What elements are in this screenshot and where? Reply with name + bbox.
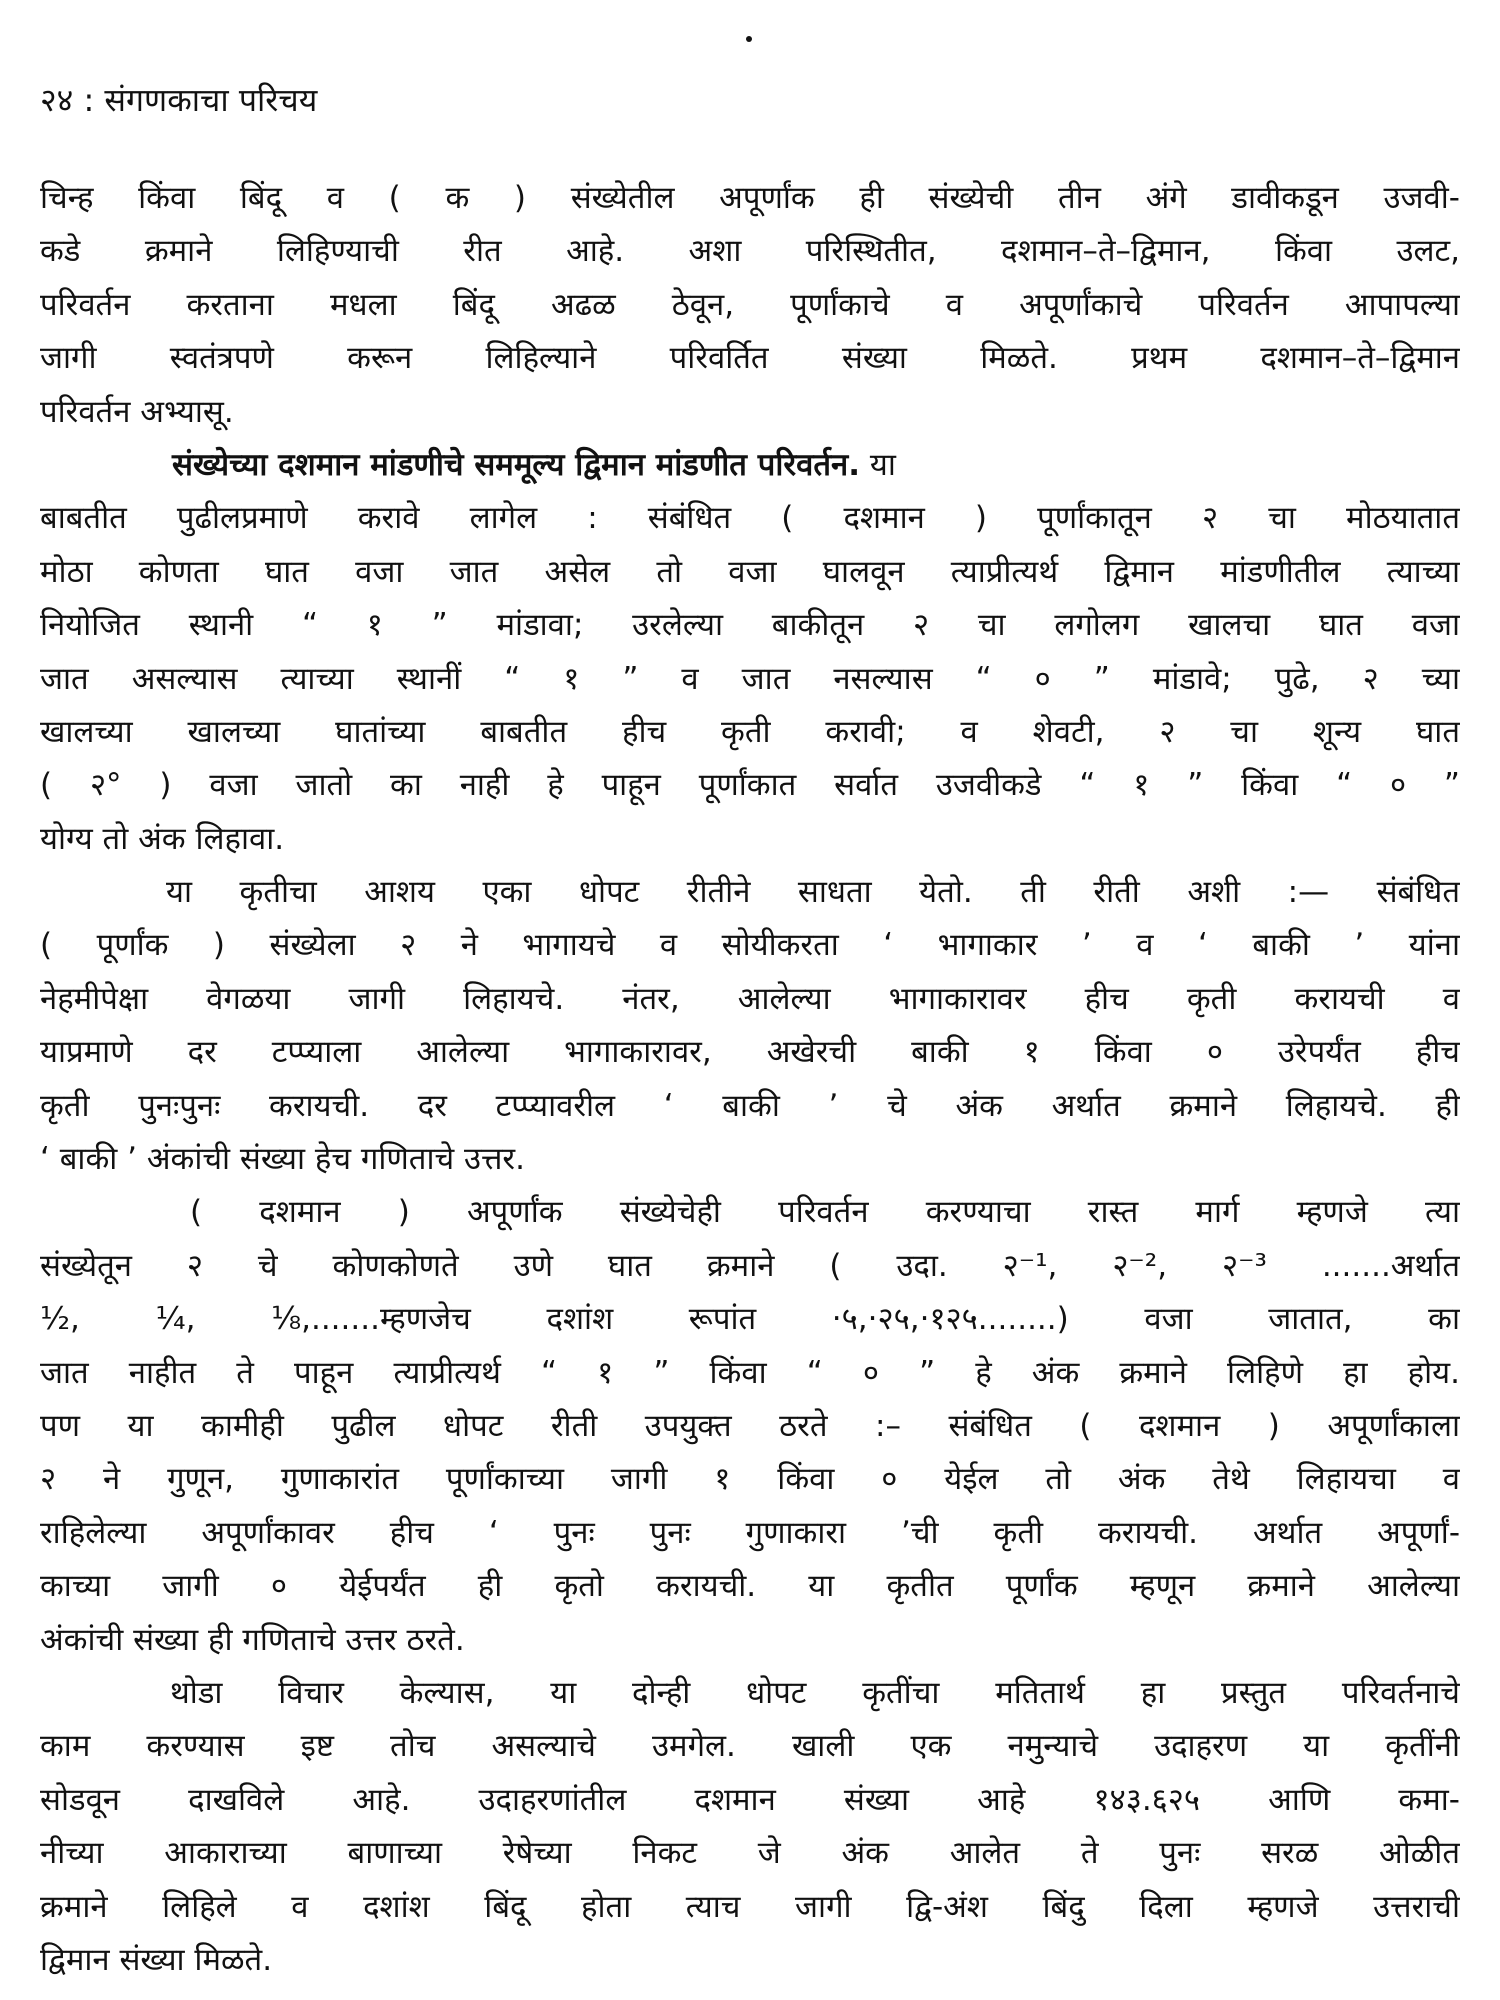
text-line: योग्य तो अंक लिहावा. (40, 820, 285, 857)
paragraph-1 (40, 172, 1460, 439)
paragraph-3 (40, 866, 1460, 1186)
text-line: जात असल्यास त्याच्या स्थानीं “ १ ” व जात नसल्यास “ ० ” मांडावे; पुढे, २ च्या (40, 660, 1460, 697)
text-line: क्रमाने लिहिले व दशांश बिंदू होता त्याच जागी द्वि-अंश बिंदु दिला म्हणजे उत्तराची (40, 1888, 1460, 1925)
text-line (40, 439, 1460, 492)
paragraph-5 (40, 1667, 1460, 1987)
text-line: संख्येतून २ चे कोणकोणते उणे घात क्रमाने ( उदा. २⁻¹, २⁻², २⁻³ .......अर्थात (40, 1247, 1460, 1284)
text-line: ( २° ) वजा जातो का नाही हे पाहून पूर्णांकात सर्वात उजवीकडे “ १ ” किंवा “ ० ” (40, 767, 1460, 804)
page-body (40, 172, 1460, 1987)
text-line: कृती पुनःपुनः करायची. दर टप्प्यावरील ‘ बाकी ’ चे अंक अर्थात क्रमाने लिहायचे. ही (40, 1087, 1460, 1124)
section-heading-tail: या (859, 446, 896, 483)
paragraph-4 (40, 1186, 1460, 1667)
text-line: बाबतीत पुढीलप्रमाणे करावे लागेल : संबंधित ( दशमान ) पूर्णांकातून २ चा मोठयातात (40, 500, 1460, 537)
text-line: काच्या जागी ० येईपर्यंत ही कृतो करायची. या कृतीत पूर्णांक म्हणून क्रमाने आलेल्या (40, 1568, 1460, 1605)
text-line: सोडवून दाखविले आहे. उदाहरणांतील दशमान संख्या आहे १४३.६२५ आणि कमा- (40, 1781, 1460, 1818)
text-line: खालच्या खालच्या घातांच्या बाबतीत हीच कृती करावी; व शेवटी, २ चा शून्य घात (40, 713, 1460, 750)
text-line: परिवर्तन करताना मधला बिंदू अढळ ठेवून, पूर्णांकाचे व अपूर्णांकाचे परिवर्तन आपापल्या (40, 286, 1460, 323)
text-line: काम करण्यास इष्ट तोच असल्याचे उमगेल. खाली एक नमुन्याचे उदाहरण या कृतींनी (40, 1728, 1460, 1765)
text-line: परिवर्तन अभ्यासू. (40, 393, 234, 430)
print-speck (746, 36, 752, 42)
text-line: नियोजित स्थानी “ १ ” मांडावा; उरलेल्या बाकीतून २ चा लगोलग खालचा घात वजा (40, 607, 1460, 644)
running-head: २४ : संगणकाचा परिचय (40, 81, 318, 119)
text-line: या कृतीचा आशय एका धोपट रीतीने साधता येतो. ती रीती अशी :— संबंधित (166, 874, 1460, 911)
text-line: नीच्या आकाराच्या बाणाच्या रेषेच्या निकट जे अंक आलेत ते पुनः सरळ ओळीत (40, 1835, 1460, 1872)
text-line: याप्रमाणे दर टप्प्याला आलेल्या भागाकारावर, अखेरची बाकी १ किंवा ० उरेपर्यंत हीच (40, 1034, 1460, 1071)
text-line: पण या कामीही पुढील धोपट रीती उपयुक्त ठरते :– संबंधित ( दशमान ) अपूर्णांकाला (40, 1407, 1460, 1444)
text-line: जात नाहीत ते पाहून त्याप्रीत्यर्थ “ १ ” किंवा “ ० ” हे अंक क्रमाने लिहिणे हा होय. (40, 1354, 1460, 1391)
text-line: ‘ बाकी ’ अंकांची संख्या हेच गणिताचे उत्तर. (40, 1141, 525, 1178)
text-line: द्विमान संख्या मिळते. (40, 1941, 273, 1978)
section-heading: संख्येच्या दशमान मांडणीचे सममूल्य द्विमान मांडणीत परिवर्तन. (172, 446, 860, 483)
text-line: ( पूर्णांक ) संख्येला २ ने भागायचे व सोयीकरता ‘ भागाकार ’ व ‘ बाकी ’ यांना (40, 927, 1460, 964)
text-line: जागी स्वतंत्रपणे करून लिहिल्याने परिवर्तित संख्या मिळते. प्रथम दशमान–ते–द्विमान (40, 340, 1460, 377)
text-line: नेहमीपेक्षा वेगळया जागी लिहायचे. नंतर, आलेल्या भागाकारावर हीच कृती करायची व (40, 980, 1460, 1017)
text-line: ( दशमान ) अपूर्णांक संख्येचेही परिवर्तन करण्याचा रास्त मार्ग म्हणजे त्या (190, 1194, 1460, 1231)
text-line: २ ने गुणून, गुणाकारांत पूर्णांकाच्या जागी १ किंवा ० येईल तो अंक तेथे लिहायचा व (40, 1461, 1460, 1498)
text-line: थोडा विचार केल्यास, या दोन्ही धोपट कृतींचा मतितार्थ हा प्रस्तुत परिवर्तनाचे (170, 1674, 1460, 1711)
text-line: मोठा कोणता घात वजा जात असेल तो वजा घालवून त्याप्रीत्यर्थ द्विमान मांडणीतील त्याच्या (40, 553, 1460, 590)
text-line: अंकांची संख्या ही गणिताचे उत्तर ठरते. (40, 1621, 465, 1658)
paragraph-2 (40, 439, 1460, 866)
text-line: ½, ¼, ⅛,.......म्हणजेच दशांश रूपांत ·५,·२५,·१२५........) वजा जातात, का (40, 1301, 1460, 1338)
text-line: कडे क्रमाने लिहिण्याची रीत आहे. अशा परिस्थितीत, दशमान–ते–द्विमान, किंवा उलट, (40, 233, 1460, 270)
text-line: चिन्ह किंवा बिंदू व ( क ) संख्येतील अपूर्णांक ही संख्येची तीन अंगे डावीकडून उजवी- (40, 180, 1460, 216)
text-line: राहिलेल्या अपूर्णांकावर हीच ‘ पुनः पुनः गुणाकारा ’ची कृती करायची. अर्थात अपूर्णां- (40, 1514, 1460, 1551)
